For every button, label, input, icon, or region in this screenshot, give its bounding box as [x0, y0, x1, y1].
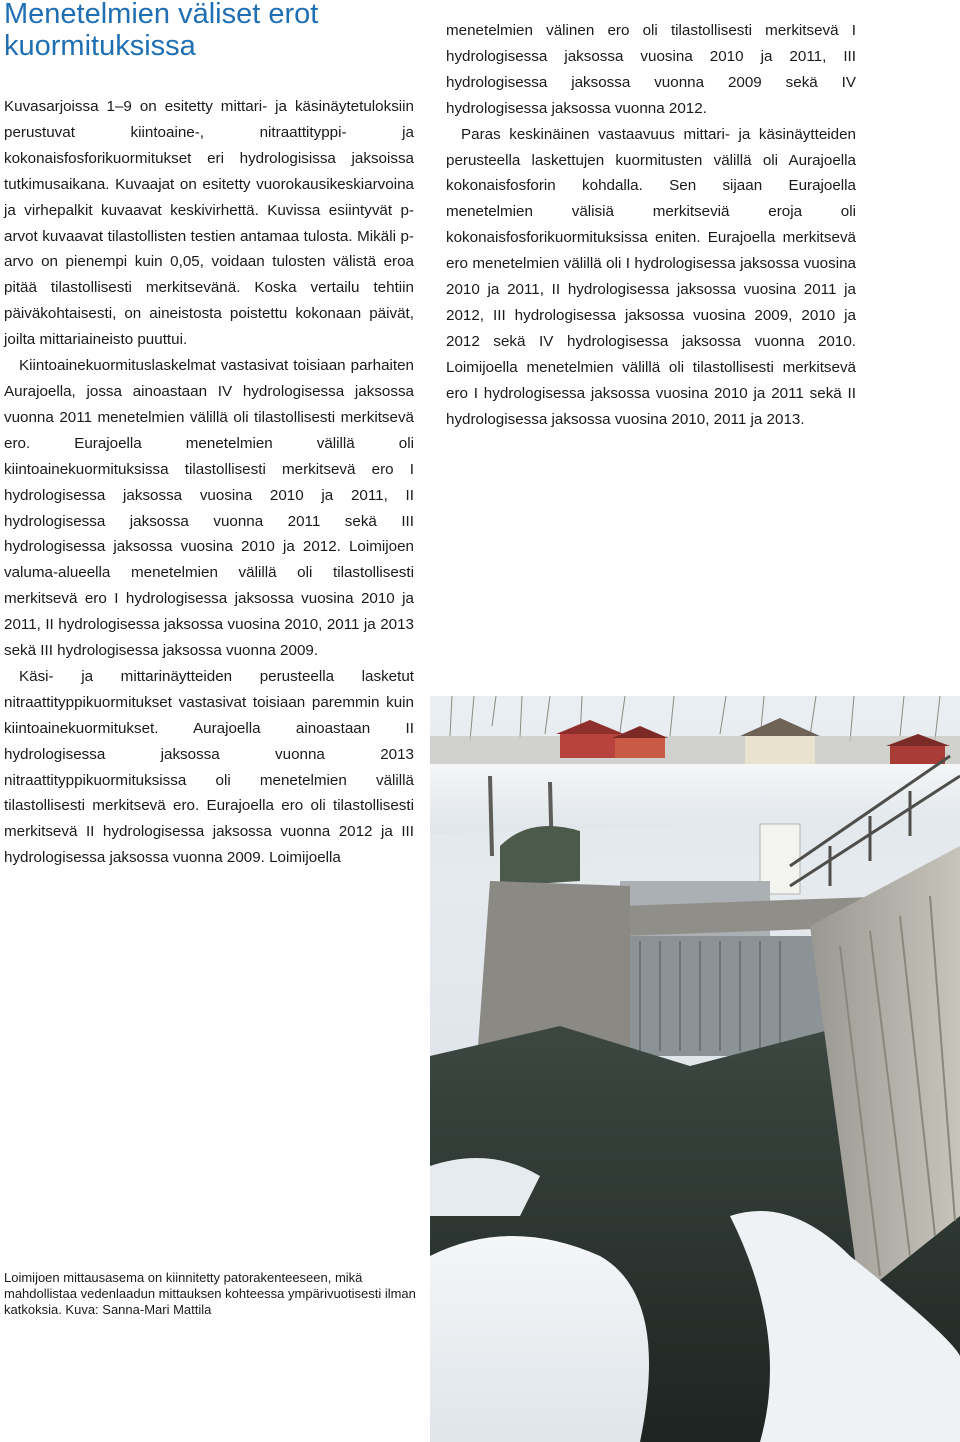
body-paragraph: menetelmien välinen ero oli tilastollisesti merkitsevä I hydrologisessa jaksossa vuosina 2010 ja 2011, III hydrologisessa jaksossa vuonna 2009 sekä IV hydrologisessa jaksossa vuonna 2012.	[446, 22, 856, 117]
body-paragraph: Kiintoainekuormituslaskelmat vastasivat toisiaan parhaiten Aurajoella, jossa ainoastaan IV hydrologisessa jaksossa vuonna 2011 menetelmien välillä oli tilastollisesti merkitsevä ero. Eurajoella menetelmien välillä oli kiintoainekuormituksissa tilastollisesti merkitsevä ero I hydrologisessa jaksossa vuosina 2010 ja 2011, II hydrologisessa jaksossa vuonna 2011 sekä III hydrologisessa jaksossa vuosina 2010 ja 2012. Loimijoen valuma-alueella menetelmien välillä oli tilastollisesti merkitsevä ero I hydrologisessa jaksossa vuosina 2010 ja 2011, II hydrologisessa jaksossa vuosina 2010, 2011 ja 2013 sekä III hydrologisessa jaksossa vuonna 2009.	[4, 357, 414, 660]
right-text-column	[446, 18, 856, 433]
caption-box	[0, 1246, 430, 1442]
body-paragraph: Paras keskinäinen vastaavuus mittari- ja käsinäytteiden perusteella laskettujen kuormitusten välillä oli Aurajoella kokonaisfosforin kohdalla. Sen sijaan Eurajoella menetelmien välisiä merkitseviä eroja oli kokonaisfosforikuormituksissa eniten. Eurajoella merkitsevä ero menetelmien välillä oli I hydrologisessa jaksossa vuosina 2010 ja 2011, II hydrologisessa jaksossa vuosina 2011 ja 2012, III hydrologisessa jaksossa vuosina 2009, 2010 ja 2012 sekä IV hydrologisessa jaksossa vuonna 2010. Loimijoella menetelmien välillä oli tilastollisesti merkitsevä ero I hydrologisessa jaksossa vuosina 2010 ja 2011 sekä II hydrologisessa jaksossa vuosina 2010, 2011 ja 2013.	[446, 125, 856, 428]
body-paragraph: Kuvasarjoissa 1–9 on esitetty mittari- ja käsinäytetuloksiin perustuvat kiintoaine-, nitraattityppi- ja kokonaisfosforikuormitukset eri hydrologisissa jaksoissa tutkimusaikana. Kuvaajat on esitetty vuorokausikeskiarvoina ja virhepalkit kuvaavat keskivirhettä. Kuvissa esiintyvät p-arvot kuvaavat tilastollisten testien antamaa tulosta. Mikäli p-arvo on pienempi kuin 0,05, voidaan tulosten välistä eroa pitää tilastollisesti merkitsevänä. Koska vertailu tehtiin päiväkohtaisesti, on aineistosta poistettu kokonaan päivät, joilta mittariaineisto puuttui.	[4, 98, 414, 349]
left-text-column	[4, 94, 414, 871]
page-title: Menetelmien väliset erot kuormituksissa	[4, 0, 319, 62]
figure-caption: Loimijoen mittausasema on kiinnitetty patorakenteeseen, mikä mahdollistaa vedenlaadun mittauksen kohteessa ympärivuotisesti ilman katkoksia. Kuva: Sanna-Mari Mattila	[4, 1270, 416, 1317]
body-paragraph: Käsi- ja mittarinäytteiden perusteella lasketut nitraattityppikuormitukset vastasivat toisiaan paremmin kuin kiintoainekuormitukset. Aurajoella ainoastaan II hydrologisessa jaksossa vuonna 2013 nitraattityppikuormituksissa oli menetelmien välillä tilastollisesti merkitsevä ero. Eurajoella ero oli tilastollisesti merkitsevä II hydrologisessa jaksossa vuonna 2012 ja III hydrologisessa jaksossa vuonna 2009. Loimijoella	[4, 667, 414, 867]
weir-measurement-station-photo	[430, 696, 960, 1442]
